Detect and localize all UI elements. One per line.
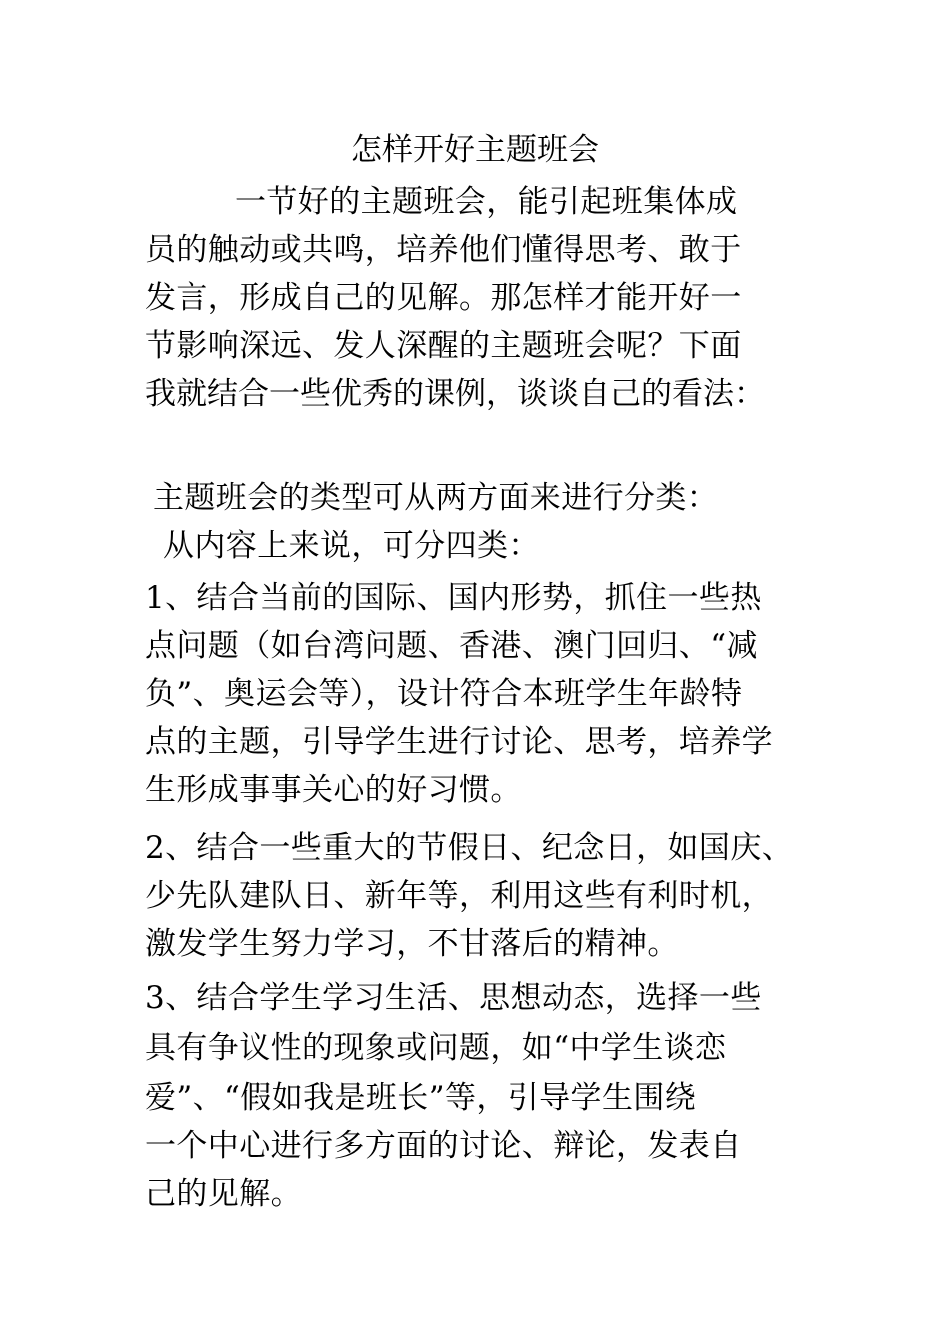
- item1-line-3: 负”、奥运会等），设计符合本班学生年龄特: [145, 676, 743, 712]
- item3-line-3: 爱”、“假如我是班长”等，引导学生围绕: [145, 1080, 697, 1116]
- item3-line-4: 一个中心进行多方面的讨论、辩论，发表自: [145, 1128, 742, 1164]
- item2-line-2: 少先队建队日、新年等，利用这些有利时机，: [145, 878, 773, 914]
- document-title: 怎样开好主题班会: [351, 132, 599, 168]
- item2-line-1: 2、结合一些重大的节假日、纪念日，如国庆、: [145, 830, 794, 866]
- item1-line-4: 点的主题，引导学生进行讨论、思考，培养学: [145, 724, 773, 760]
- item3-line-1: 3、结合学生学习生活、思想动态，选择一些: [145, 980, 762, 1016]
- intro-line-5: 我就结合一些优秀的课例，谈谈自己的看法：: [145, 376, 765, 412]
- item1-line-5: 生形成事事关心的好习惯。: [145, 772, 522, 808]
- intro-line-2: 员的触动或共鸣，培养他们懂得思考、敢于: [145, 232, 742, 268]
- intro-line-4: 节影响深远、发人深醒的主题班会呢？下面: [145, 328, 742, 364]
- item1-line-1: 1、结合当前的国际、国内形势，抓住一些热: [145, 580, 762, 616]
- item2-line-3: 激发学生努力学习，不甘落后的精神。: [145, 926, 679, 962]
- item3-line-5: 己的见解。: [145, 1176, 302, 1212]
- intro-line-3: 发言，形成自己的见解。那怎样才能开好一: [145, 280, 742, 316]
- section-heading: 主题班会的类型可从两方面来进行分类：: [153, 480, 719, 516]
- sub-heading: 从内容上来说，可分四类：: [163, 528, 540, 564]
- item1-line-2: 点问题（如台湾问题、香港、澳门回归、“减: [145, 628, 758, 664]
- intro-line-1: 一节好的主题班会，能引起班集体成: [235, 184, 738, 220]
- item3-line-2: 具有争议性的现象或问题，如“中学生谈恋: [145, 1030, 727, 1066]
